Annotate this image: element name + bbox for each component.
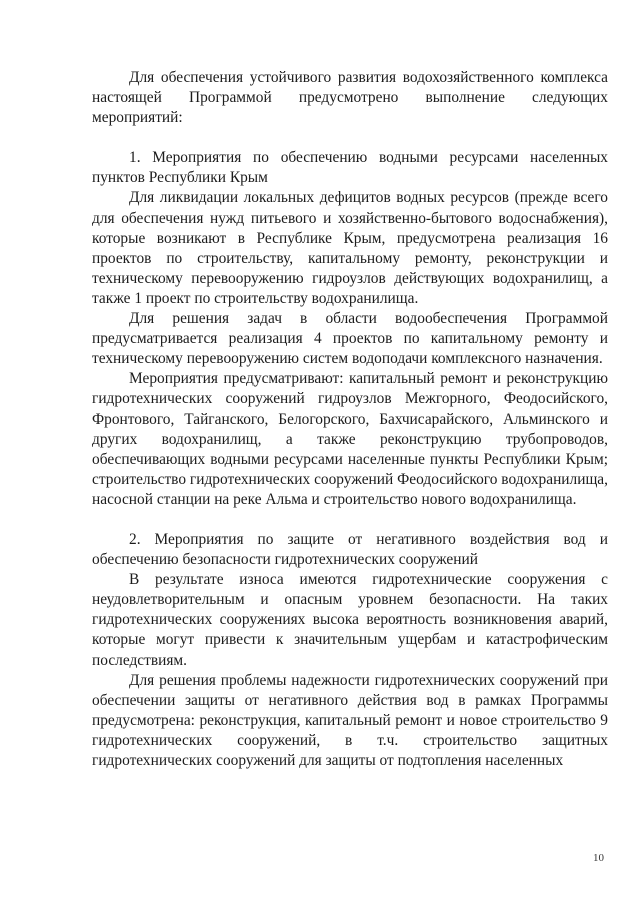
document-page <box>92 68 608 771</box>
section-1-paragraph-1: Для ликвидации локальных дефицитов водных ресурсов (прежде всего для обеспечения нужд питьевого и хозяйственно-бытового водоснабжения), которые возникают в Республике Крым, предусмотрена реализация 16 проектов по строительству, капитальному ремонту, реконструкции и техническому перевооружению гидроузлов действующих водохранилищ, а также 1 проект по строительству водохранилища. <box>92 189 608 307</box>
section-2-heading: 2. Мероприятия по защите от негативного воздействия вод и обеспечению безопасности гидротехнических сооружений <box>92 530 608 569</box>
section-1-paragraph-3: Мероприятия предусматривают: капитальный ремонт и реконструкцию гидротехнических сооружений гидроузлов Межгорного, Феодосийского, Фронтового, Тайганского, Белогорского, Бахчисарайского, Альминского и других водохранилищ, а также реконструкцию трубопроводов, обеспечивающих водными ресурсами населенные пункты Республики Крым; строительство гидротехнических сооружений Феодосийского водохранилища, насосной станции на реке Альма и строительство нового водохранилища. <box>92 370 608 508</box>
section-1-paragraph-2: Для решения задач в области водообеспечения Программой предусматривается реализация 4 проектов по капитальному ремонту и техническому перевооружению систем водоподачи комплексного назначения. <box>92 310 608 368</box>
section-1-heading: 1. Мероприятия по обеспечению водными ресурсами населенных пунктов Республики Крым <box>92 149 608 187</box>
page-number: 10 <box>593 852 604 864</box>
intro-paragraph: Для обеспечения устойчивого развития водохозяйственного комплекса настоящей Программой предусмотрено выполнение следующих мероприятий: <box>92 69 608 127</box>
spacer <box>92 510 608 530</box>
section-2-paragraph-1: В результате износа имеются гидротехнические сооружения с неудовлетворительным и опасным уровнем безопасности. На таких гидротехнических сооружениях высока вероятность возникновения аварий, которые могут привести к значительным ущербам и катастрофическим последствиям. <box>92 571 608 669</box>
section-2-paragraph-2: Для решения проблемы надежности гидротехнических сооружений при обеспечении защиты от негативного действия вод в рамках Программы предусмотрена: реконструкция, капитальный ремонт и новое строительство 9 гидротехнических сооружений, в т.ч. строительство защитных гидротехнических сооружений для защиты от подтопления населенных <box>92 671 608 769</box>
spacer <box>92 128 608 148</box>
